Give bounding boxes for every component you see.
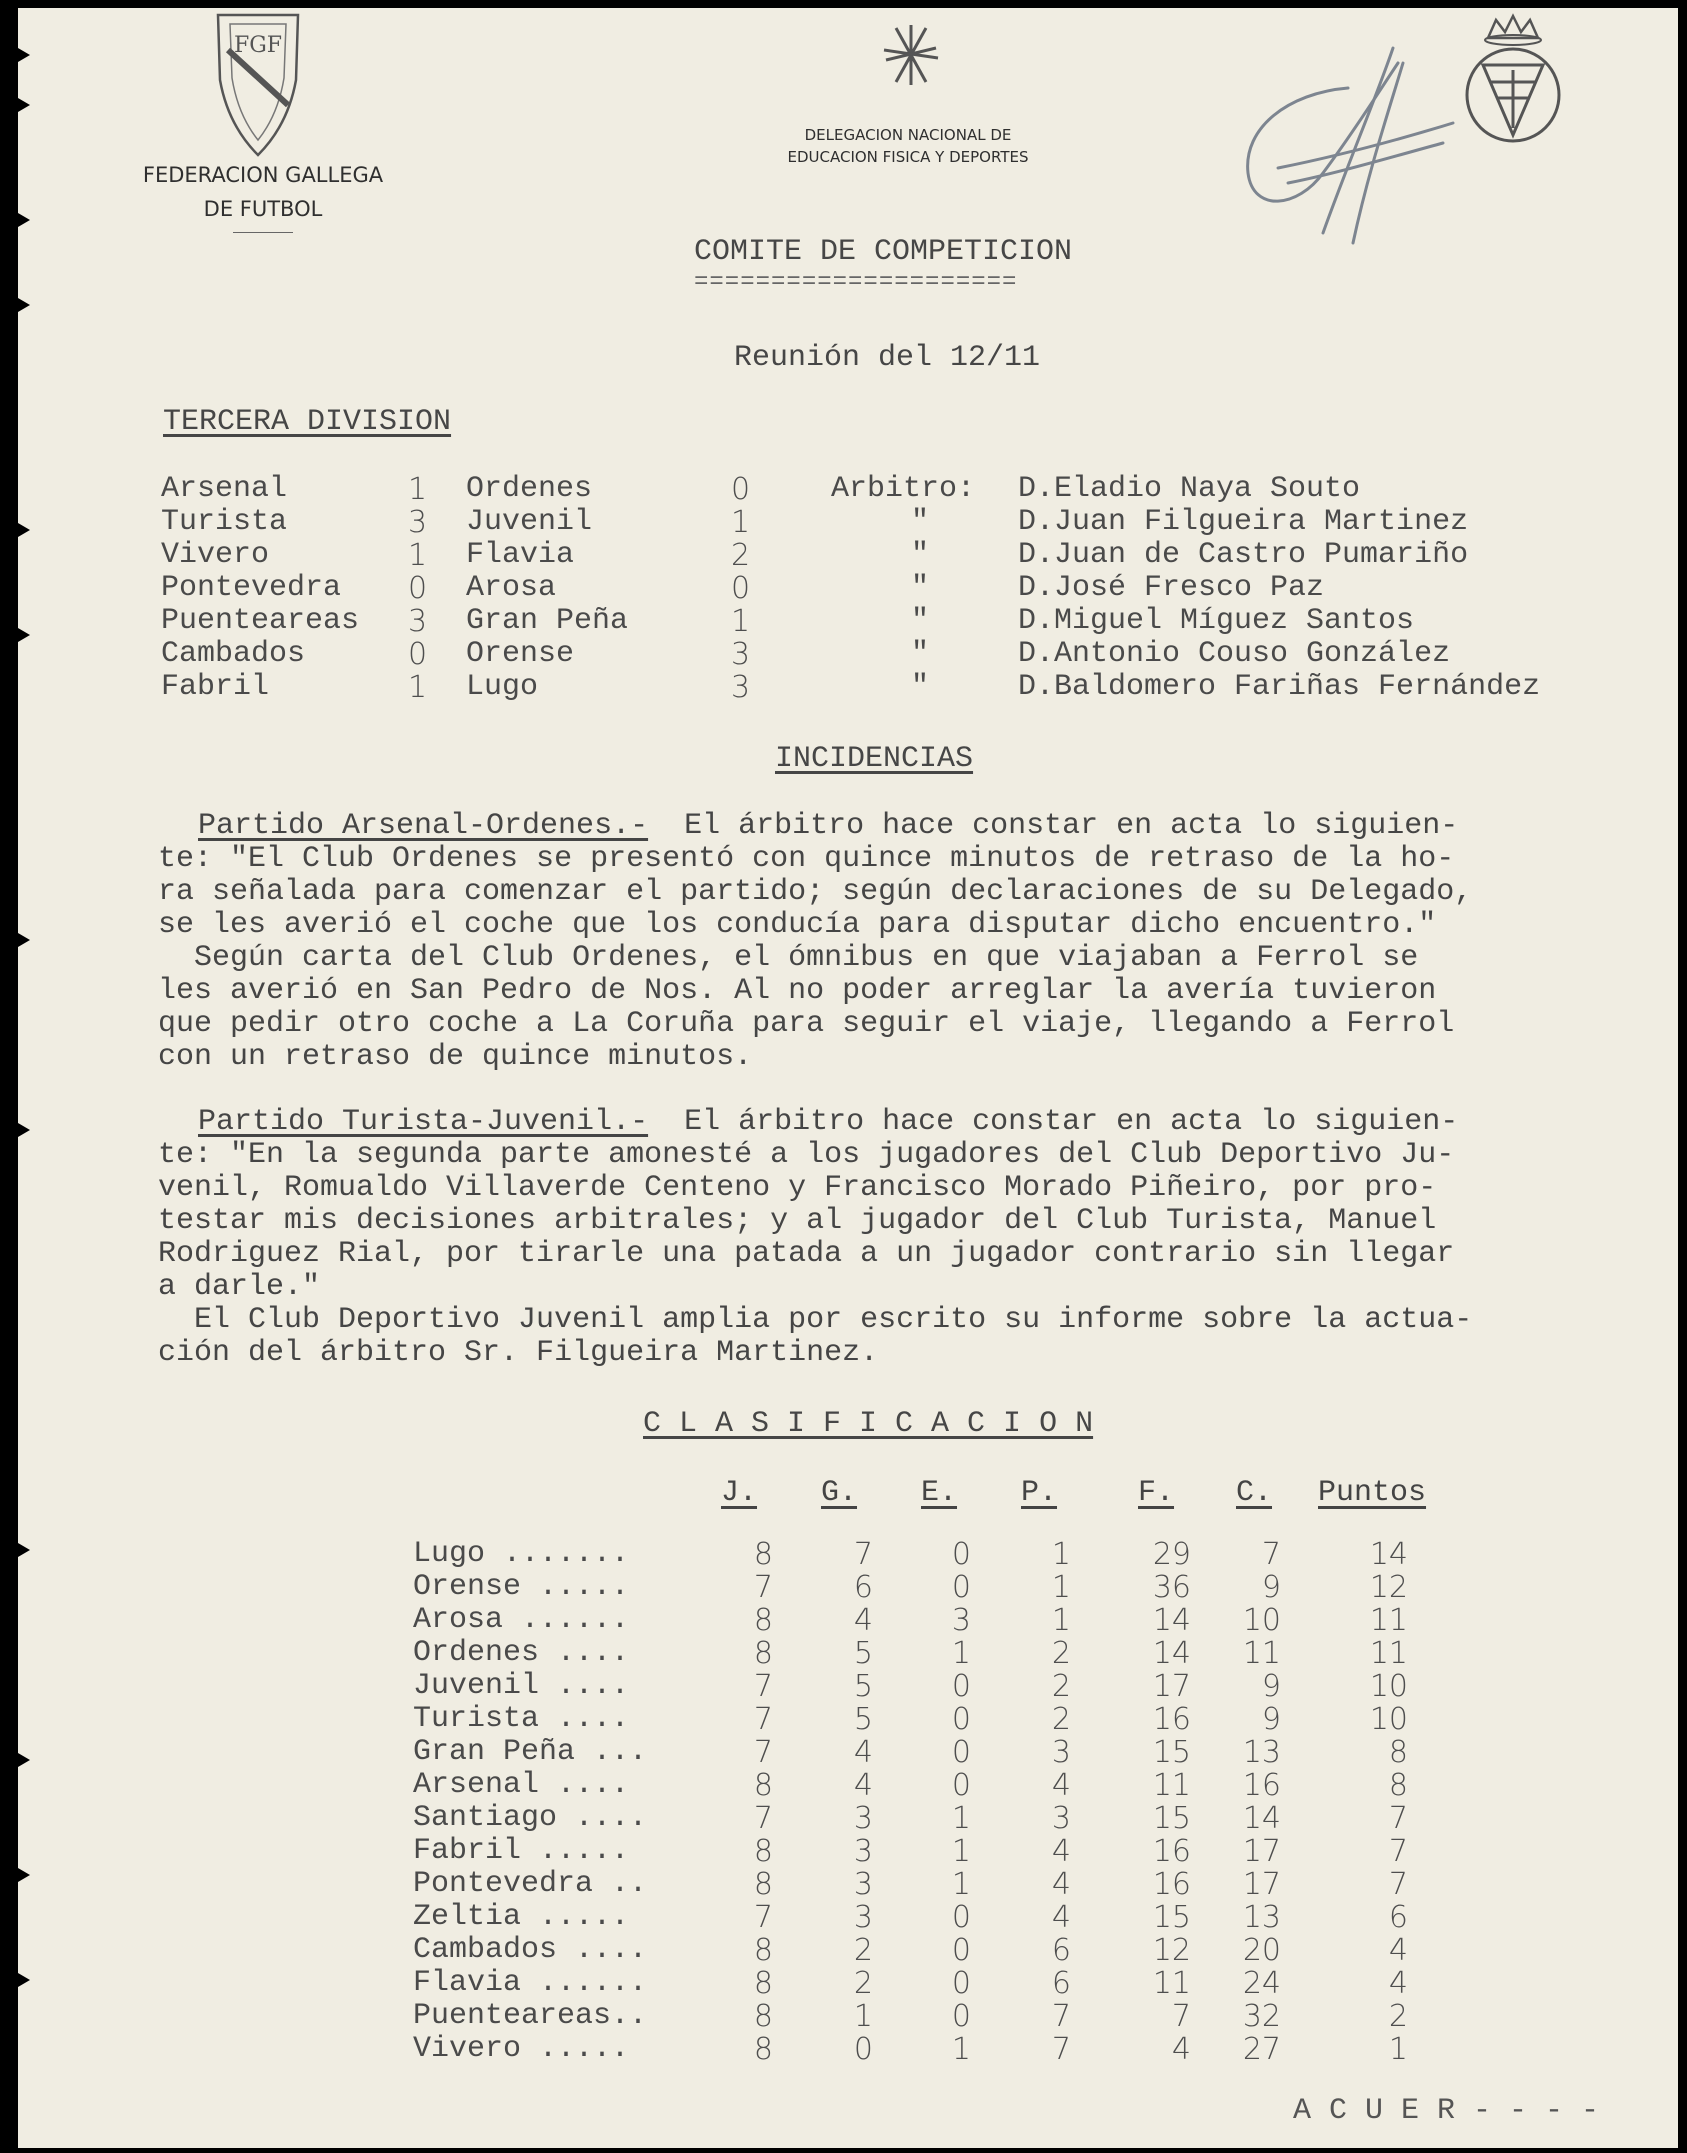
drawn-value: 0 [951,1900,971,1935]
binder-hole-mark [18,48,30,62]
won-value: 7 [853,1537,873,1572]
incident-heading: Partido Turista-Juvenil.- [198,1105,649,1139]
drawn-column [931,1538,971,2066]
points-value: 7 [1388,1834,1408,1869]
points-value: 14 [1369,1537,1408,1572]
played-value: 8 [753,1867,773,1902]
drawn-value: 1 [951,1636,971,1671]
goals-for-value: 29 [1152,1537,1191,1572]
won-value: 0 [853,2032,873,2067]
home-score: 1 [408,472,428,507]
away-score: 1 [731,604,751,639]
federation-name: FEDERACION GALLEGA DE FUTBOL [98,158,428,233]
incident-line: ra señalada para comenzar el partido; según declaraciones de su Delegado, [158,875,1473,909]
drawn-value: 0 [951,1999,971,2034]
home-score: 1 [408,670,428,705]
home-team: Puenteareas [161,604,360,638]
lost-value: 2 [1051,1636,1071,1671]
drawn-value: 0 [951,1669,971,1704]
won-value: 4 [853,1735,873,1770]
team-name: Turista .... [413,1702,630,1736]
team-name: Santiago .... [413,1801,648,1835]
points-value: 4 [1388,1933,1408,1968]
drawn-value: 1 [951,1801,971,1836]
won-value: 6 [853,1570,873,1605]
lost-value: 4 [1051,1867,1071,1902]
incident-line: venil, Romualdo Villaverde Centeno y Francisco Morado Piñeiro, por pro- [158,1171,1437,1205]
incident-line: con un retraso de quince minutos. [158,1040,753,1074]
drawn-value: 0 [951,1537,971,1572]
played-column [733,1538,773,2066]
won-value: 4 [853,1603,873,1638]
goals-against-value: 9 [1261,1669,1281,1704]
drawn-value: 0 [951,1735,971,1770]
won-value: 1 [853,1999,873,2034]
won-value: 5 [853,1702,873,1737]
ditto-mark: " [911,538,930,572]
won-value: 5 [853,1636,873,1671]
drawn-value: 1 [951,1834,971,1869]
played-value: 8 [753,1537,773,1572]
home-team: Cambados [161,637,306,671]
home-team: Arsenal [161,472,288,506]
binder-hole-mark [18,1123,30,1137]
won-value: 3 [853,1834,873,1869]
points-value: 11 [1369,1636,1408,1671]
won-value: 3 [853,1801,873,1836]
team-name: Fabril ..... [413,1834,630,1868]
lost-value: 6 [1051,1966,1071,2001]
goals-for-value: 11 [1152,1768,1191,1803]
points-column [1368,1538,1408,2066]
binder-hole-mark [18,298,30,312]
team-name: Arosa ...... [413,1603,630,1637]
incident-line: a darle." [158,1270,321,1304]
points-value: 7 [1388,1867,1408,1902]
goals-for-value: 14 [1152,1636,1191,1671]
referee-name: D.José Fresco Paz [1018,571,1325,605]
incident-line: ción del árbitro Sr. Filgueira Martinez. [158,1336,879,1370]
referee-name: D.Antonio Couso González [1018,637,1451,671]
away-score: 3 [731,637,751,672]
column-header-g: G. [821,1476,858,1510]
lost-value: 4 [1051,1834,1071,1869]
incident-line: que pedir otro coche a La Coruña para seguir el viaje, llegando a Ferrol [158,1007,1455,1041]
home-team: Pontevedra [161,571,342,605]
home-team-column [161,473,359,704]
column-header-p: P. [1021,1476,1058,1510]
arrows-emblem-icon [876,20,946,90]
standings-title: C L A S I F I C A C I O N [643,1407,1094,1441]
binder-hole-mark [18,1543,30,1557]
played-value: 7 [753,1702,773,1737]
team-name: Flavia ...... [413,1966,648,2000]
ditto-mark: " [911,571,930,605]
points-value: 7 [1388,1801,1408,1836]
column-header-puntos: Puntos [1318,1476,1427,1510]
binder-hole-mark [18,1973,30,1987]
points-value: 8 [1388,1735,1408,1770]
goals-for-value: 4 [1171,2032,1191,2067]
played-value: 8 [753,1999,773,2034]
binder-hole-mark [18,1753,30,1767]
incident-line: te: "El Club Ordenes se presentó con quince minutos de retraso de la ho- [158,842,1455,876]
goals-against-value: 14 [1242,1801,1281,1836]
away-team: Orense [466,637,575,671]
team-name: Arsenal .... [413,1768,630,1802]
title-rule: ===================== [694,269,1018,296]
team-name: Vivero ..... [413,2032,630,2066]
incident-line: les averió en San Pedro de Nos. Al no poder arreglar la avería tuvieron [158,974,1437,1008]
goals-against-value: 27 [1242,2032,1281,2067]
team-name: Juvenil .... [413,1669,630,1703]
goals-against-value: 17 [1242,1834,1281,1869]
away-team-column [466,473,628,704]
goals-against-value: 17 [1242,1867,1281,1902]
goals-against-value: 20 [1242,1933,1281,1968]
points-value: 12 [1369,1570,1408,1605]
referee-name: D.Eladio Naya Souto [1018,472,1361,506]
played-value: 8 [753,1768,773,1803]
goals-for-value: 16 [1152,1702,1191,1737]
goals-for-column [1151,1538,1191,2066]
goals-against-value: 13 [1242,1735,1281,1770]
won-value: 5 [853,1669,873,1704]
goals-for-value: 15 [1152,1735,1191,1770]
played-value: 7 [753,1669,773,1704]
away-team: Gran Peña [466,604,629,638]
home-score: 0 [408,571,428,606]
divider [233,232,293,233]
home-score: 3 [408,604,428,639]
lost-value: 3 [1051,1801,1071,1836]
points-value: 6 [1388,1900,1408,1935]
away-score: 0 [731,571,751,606]
points-value: 11 [1369,1603,1408,1638]
goals-against-value: 11 [1242,1636,1281,1671]
binder-hole-mark [18,98,30,112]
lost-value: 2 [1051,1669,1071,1704]
lost-value: 7 [1051,2032,1071,2067]
ditto-mark: " [911,637,930,671]
lost-value: 3 [1051,1735,1071,1770]
away-team: Lugo [466,670,539,704]
team-column [413,1538,647,2066]
points-value: 10 [1369,1702,1408,1737]
played-value: 8 [753,2032,773,2067]
played-value: 8 [753,1966,773,2001]
goals-against-value: 13 [1242,1900,1281,1935]
away-team: Flavia [466,538,575,572]
home-team: Vivero [161,538,270,572]
played-value: 8 [753,1834,773,1869]
incident-line: testar mis decisiones arbitrales; y al jugador del Club Turista, Manuel [158,1204,1437,1238]
goals-against-column [1241,1538,1281,2066]
referee-name: D.Baldomero Fariñas Fernández [1018,670,1541,704]
incident-line: Rodriguez Rial, por tirarle una patada a un jugador contrario sin llegar [158,1237,1455,1271]
away-score: 3 [731,670,751,705]
incident-line: te: "En la segunda parte amonesté a los jugadores del Club Deportivo Ju- [158,1138,1455,1172]
home-team: Turista [161,505,288,539]
ditto-mark: " [911,604,930,638]
incident-line: Según carta del Club Ordenes, el ómnibus en que viajaban a Ferrol se [158,941,1419,975]
team-name: Gran Peña ... [413,1735,648,1769]
won-value: 3 [853,1900,873,1935]
played-value: 7 [753,1900,773,1935]
goals-against-value: 10 [1242,1603,1281,1638]
won-value: 3 [853,1867,873,1902]
away-score: 0 [731,472,751,507]
goals-for-value: 7 [1171,1999,1191,2034]
team-name: Zeltia ..... [413,1900,630,1934]
away-team: Ordenes [466,472,593,506]
goals-against-value: 24 [1242,1966,1281,2001]
goals-for-value: 15 [1152,1900,1191,1935]
binder-hole-mark [18,523,30,537]
goals-against-value: 32 [1242,1999,1281,2034]
drawn-value: 3 [951,1603,971,1638]
incident-heading: Partido Arsenal-Ordenes.- [198,809,649,843]
played-value: 7 [753,1570,773,1605]
binder-hole-mark [18,628,30,642]
referee-label-column [831,473,1011,704]
points-value: 10 [1369,1669,1408,1704]
binder-hole-mark [18,933,30,947]
goals-against-value: 9 [1261,1570,1281,1605]
drawn-value: 1 [951,1867,971,1902]
lost-column [1031,1538,1071,2066]
goals-against-value: 9 [1261,1702,1281,1737]
goals-for-value: 17 [1152,1669,1191,1704]
team-name: Lugo ....... [413,1537,630,1571]
referee-column [1018,473,1540,704]
incidencias-heading: INCIDENCIAS [775,742,974,776]
binder-hole-mark [18,213,30,227]
binder-hole-mark [18,1868,30,1882]
lost-value: 1 [1051,1537,1071,1572]
points-value: 1 [1388,2032,1408,2067]
home-score-column [408,473,427,704]
document-page [18,8,1678,2148]
crowned-shield-icon [1458,10,1568,160]
incident-line: El Club Deportivo Juvenil amplia por escrito su informe sobre la actua- [158,1303,1473,1337]
won-value: 2 [853,1933,873,1968]
meeting-date: Reunión del 12/11 [734,341,1041,375]
drawn-value: 0 [951,1933,971,1968]
played-value: 8 [753,1933,773,1968]
referee-name: D.Miguel Míguez Santos [1018,604,1415,638]
goals-for-value: 12 [1152,1933,1191,1968]
away-score: 1 [731,505,751,540]
goals-for-value: 14 [1152,1603,1191,1638]
away-team: Arosa [466,571,557,605]
lost-value: 1 [1051,1603,1071,1638]
incident-line: se les averió el coche que los conducía para disputar dicho encuentro." [158,908,1437,942]
won-value: 4 [853,1768,873,1803]
team-name: Cambados .... [413,1933,648,1967]
points-value: 8 [1388,1768,1408,1803]
won-column [833,1538,873,2066]
lost-value: 7 [1051,1999,1071,2034]
referee-label: Arbitro: [831,472,976,506]
division-heading: TERCERA DIVISION [163,405,452,439]
drawn-value: 0 [951,1702,971,1737]
svg-text:FGF: FGF [233,33,283,58]
away-score-column [731,473,750,704]
continuation-marker: A C U E R - - - - [1293,2094,1600,2128]
points-value: 4 [1388,1966,1408,2001]
lost-value: 1 [1051,1570,1071,1605]
goals-against-value: 7 [1261,1537,1281,1572]
played-value: 7 [753,1801,773,1836]
lost-value: 4 [1051,1768,1071,1803]
lost-value: 4 [1051,1900,1071,1935]
drawn-value: 0 [951,1570,971,1605]
column-header-c: C. [1236,1476,1273,1510]
team-name: Puenteareas.. [413,1999,648,2033]
goals-against-value: 16 [1242,1768,1281,1803]
away-score: 2 [731,538,751,573]
away-team: Juvenil [466,505,593,539]
document-title: COMITE DE COMPETICION [694,235,1073,269]
federation-shield-icon [208,10,308,160]
goals-for-value: 11 [1152,1966,1191,2001]
drawn-value: 1 [951,2032,971,2067]
home-score: 1 [408,538,428,573]
played-value: 8 [753,1603,773,1638]
column-header-e: E. [921,1476,958,1510]
incident-line: El árbitro hace constar en acta lo siguien- [684,1105,1459,1139]
team-name: Ordenes .... [413,1636,630,1670]
drawn-value: 0 [951,1966,971,2001]
referee-name: D.Juan de Castro Pumariño [1018,538,1469,572]
drawn-value: 0 [951,1768,971,1803]
played-value: 8 [753,1636,773,1671]
won-value: 2 [853,1966,873,2001]
goals-for-value: 16 [1152,1834,1191,1869]
goals-for-value: 16 [1152,1867,1191,1902]
goals-for-value: 36 [1152,1570,1191,1605]
column-header-j: J. [721,1476,758,1510]
ditto-mark: " [911,670,930,704]
incident-turista-juvenil [158,1106,1658,1370]
team-name: Orense ..... [413,1570,630,1604]
ditto-mark: " [911,505,930,539]
column-header-f: F. [1138,1476,1175,1510]
home-team: Fabril [161,670,270,704]
played-value: 7 [753,1735,773,1770]
home-score: 3 [408,505,428,540]
delegation-name: DELEGACION NACIONAL DE EDUCACION FISICA Y DEPORTES [787,126,1029,166]
goals-for-value: 15 [1152,1801,1191,1836]
incident-line: El árbitro hace constar en acta lo siguien- [684,809,1459,843]
lost-value: 2 [1051,1702,1071,1737]
incident-arsenal-ordenes [158,810,1658,1074]
points-value: 2 [1388,1999,1408,2034]
home-score: 0 [408,637,428,672]
lost-value: 6 [1051,1933,1071,1968]
signature-icon [1228,33,1468,263]
team-name: Pontevedra .. [413,1867,648,1901]
referee-name: D.Juan Filgueira Martinez [1018,505,1469,539]
